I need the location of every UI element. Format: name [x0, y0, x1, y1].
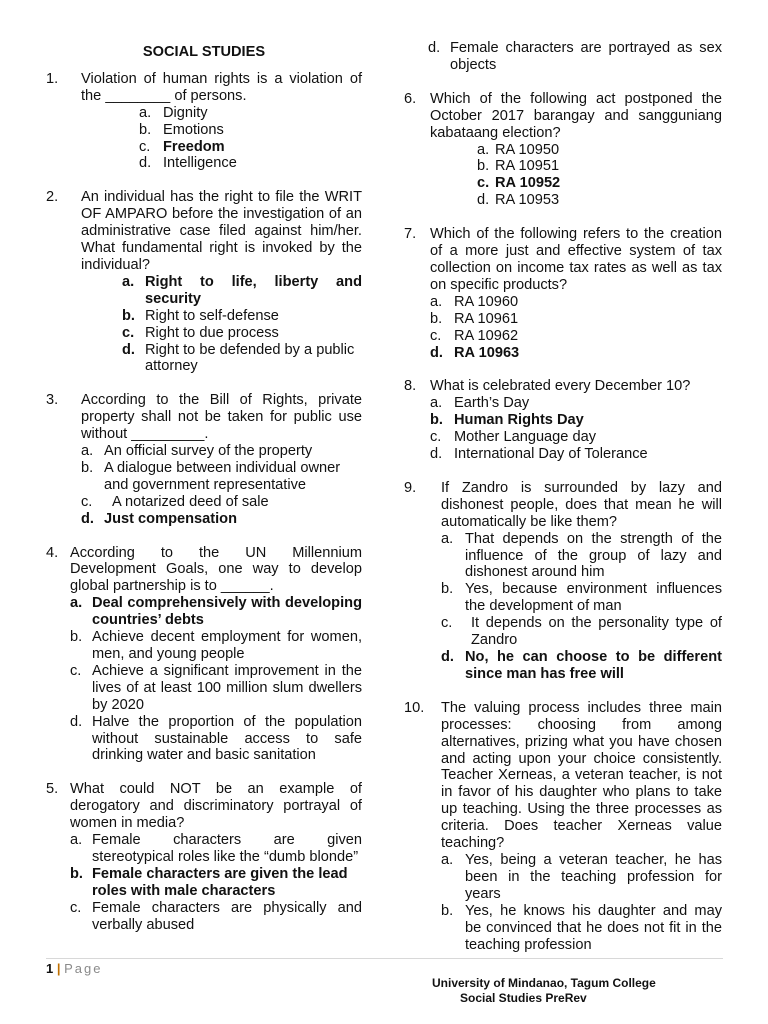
option-answer: a. Deal comprehensively with developing countries’ debts	[70, 595, 362, 629]
institution-name: University of Mindanao, Tagum College	[432, 976, 656, 990]
question-8	[404, 378, 722, 463]
option-answer: d. Just compensation	[81, 510, 237, 527]
page-number: 1 | Page	[46, 961, 103, 976]
option-answer: c. Freedom	[139, 138, 225, 155]
option: d. RA 10953	[477, 192, 560, 209]
option-answer: d. No, he can choose to be different since man has free will	[441, 649, 722, 682]
option: d. International Day of Tolerance	[430, 446, 648, 463]
option: a. RA 10960	[430, 293, 519, 310]
question-text: If Zandro is surrounded by lazy and dishonest people, does that mean he will automatically be like them?	[441, 479, 722, 530]
option: c. Achieve a significant improvement in the lives of at least 100 million slum dwellers by 2020	[70, 662, 362, 713]
option: b. A dialogue between individual owner and government representative	[81, 459, 341, 493]
question-text: What could NOT be an example of derogatory and discriminatory portrayal of women in media?	[70, 781, 362, 832]
question-9	[404, 480, 722, 683]
option: a. RA 10950	[477, 141, 560, 158]
option-answer: a. Right to life, liberty and security	[122, 273, 362, 307]
option-answer: c. RA 10952	[477, 175, 561, 192]
question-7	[404, 226, 722, 361]
question-number: 6.	[404, 90, 417, 107]
option: d. Female characters are portrayed as sex objects	[428, 40, 722, 73]
question-number: 2.	[46, 189, 59, 206]
option: d. Intelligence	[139, 155, 237, 172]
question-text: The valuing process includes three main processes: choosing from among alternatives, prizing what you have chosen and acting upon your choice consistently. Teacher Xerneas, a veteran teacher, is not in favor of his daughter who plans to take up teaching. Using the three processes as criteria. Does teacher Xerneas value teaching?	[441, 699, 722, 852]
option: d. Right to be defended by a public attorney	[122, 341, 355, 375]
question-number: 4.	[46, 544, 59, 561]
option: c. Mother Language day	[430, 429, 596, 446]
question-number: 10.	[404, 699, 425, 716]
document-title: SOCIAL STUDIES	[142, 44, 266, 60]
option: a. Earth’s Day	[430, 395, 530, 412]
question-text: Violation of human rights is a violation of the ________ of persons.	[81, 70, 362, 104]
option: b. Emotions	[139, 121, 224, 138]
question-number: 9.	[404, 479, 417, 496]
question-3	[46, 392, 362, 527]
option: a. Dignity	[139, 104, 208, 121]
option: c. Female characters are physically and verbally abused	[70, 899, 362, 933]
question-4	[46, 545, 362, 765]
left-column	[46, 40, 362, 934]
question-10	[404, 700, 722, 954]
question-1	[46, 71, 362, 172]
option: c. Right to due process	[122, 324, 279, 341]
question-6	[404, 91, 722, 209]
question-text: Which of the following refers to the creation of a more just and effective system of tax collection on income tax rates as well as tax on specific products?	[430, 226, 722, 293]
option-answer: b. Human Rights Day	[430, 412, 584, 429]
question-number: 7.	[404, 226, 417, 243]
option: a. Female characters are given stereotypical roles like the “dumb blonde”	[70, 832, 362, 865]
course-name: Social Studies PreRev	[460, 991, 587, 1005]
question-text: An individual has the right to file the WRIT OF AMPARO before the investigation of an administrative case filed against him/her. What fundamental right is invoked by the individual?	[81, 189, 362, 273]
option: d. Halve the proportion of the population without sustainable access to safe drinking water and basic sanitation	[70, 713, 362, 764]
option: b. Yes, he knows his daughter and may be convinced that he does not fit in the teaching profession	[441, 902, 722, 953]
option: a. Yes, being a veteran teacher, he has been in the teaching profession for years	[441, 851, 722, 902]
option: b. Achieve decent employment for women, men, and young people	[70, 629, 362, 662]
institution-footer	[432, 976, 656, 1006]
question-text: According to the UN Millennium Development Goals, one way to develop global partnership is to ______.	[70, 544, 362, 595]
right-column	[404, 40, 722, 953]
footer-divider	[46, 958, 723, 959]
option-answer: d. RA 10963	[430, 344, 520, 361]
question-text: What is celebrated every December 10?	[430, 378, 691, 395]
option: a. That depends on the strength of the influence of the group of lazy and dishonest around him	[441, 530, 722, 581]
question-number: 5.	[46, 781, 59, 798]
option: c. A notarized deed of sale	[81, 493, 269, 510]
question-5	[46, 781, 362, 933]
question-text: According to the Bill of Rights, private property shall not be taken for public use without _________.	[81, 392, 362, 443]
option: b. Right to self-defense	[122, 307, 279, 324]
question-number: 8.	[404, 378, 417, 395]
option-answer: b. Female characters are given the lead roles with male characters	[70, 865, 348, 899]
option: a. An official survey of the property	[81, 443, 313, 460]
question-number: 1.	[46, 70, 59, 87]
option: c. RA 10962	[430, 327, 519, 344]
option: b. RA 10951	[477, 158, 560, 175]
question-5-continued	[428, 40, 722, 74]
question-text: Which of the following act postponed the October 2017 barangay and sangguniang kabataang election?	[430, 90, 722, 141]
option: b. RA 10961	[430, 310, 519, 327]
option: c. It depends on the personality type of Zandro	[441, 615, 722, 649]
question-2	[46, 189, 362, 375]
option: b. Yes, because environment influences the development of man	[441, 581, 722, 615]
question-number: 3.	[46, 392, 59, 409]
